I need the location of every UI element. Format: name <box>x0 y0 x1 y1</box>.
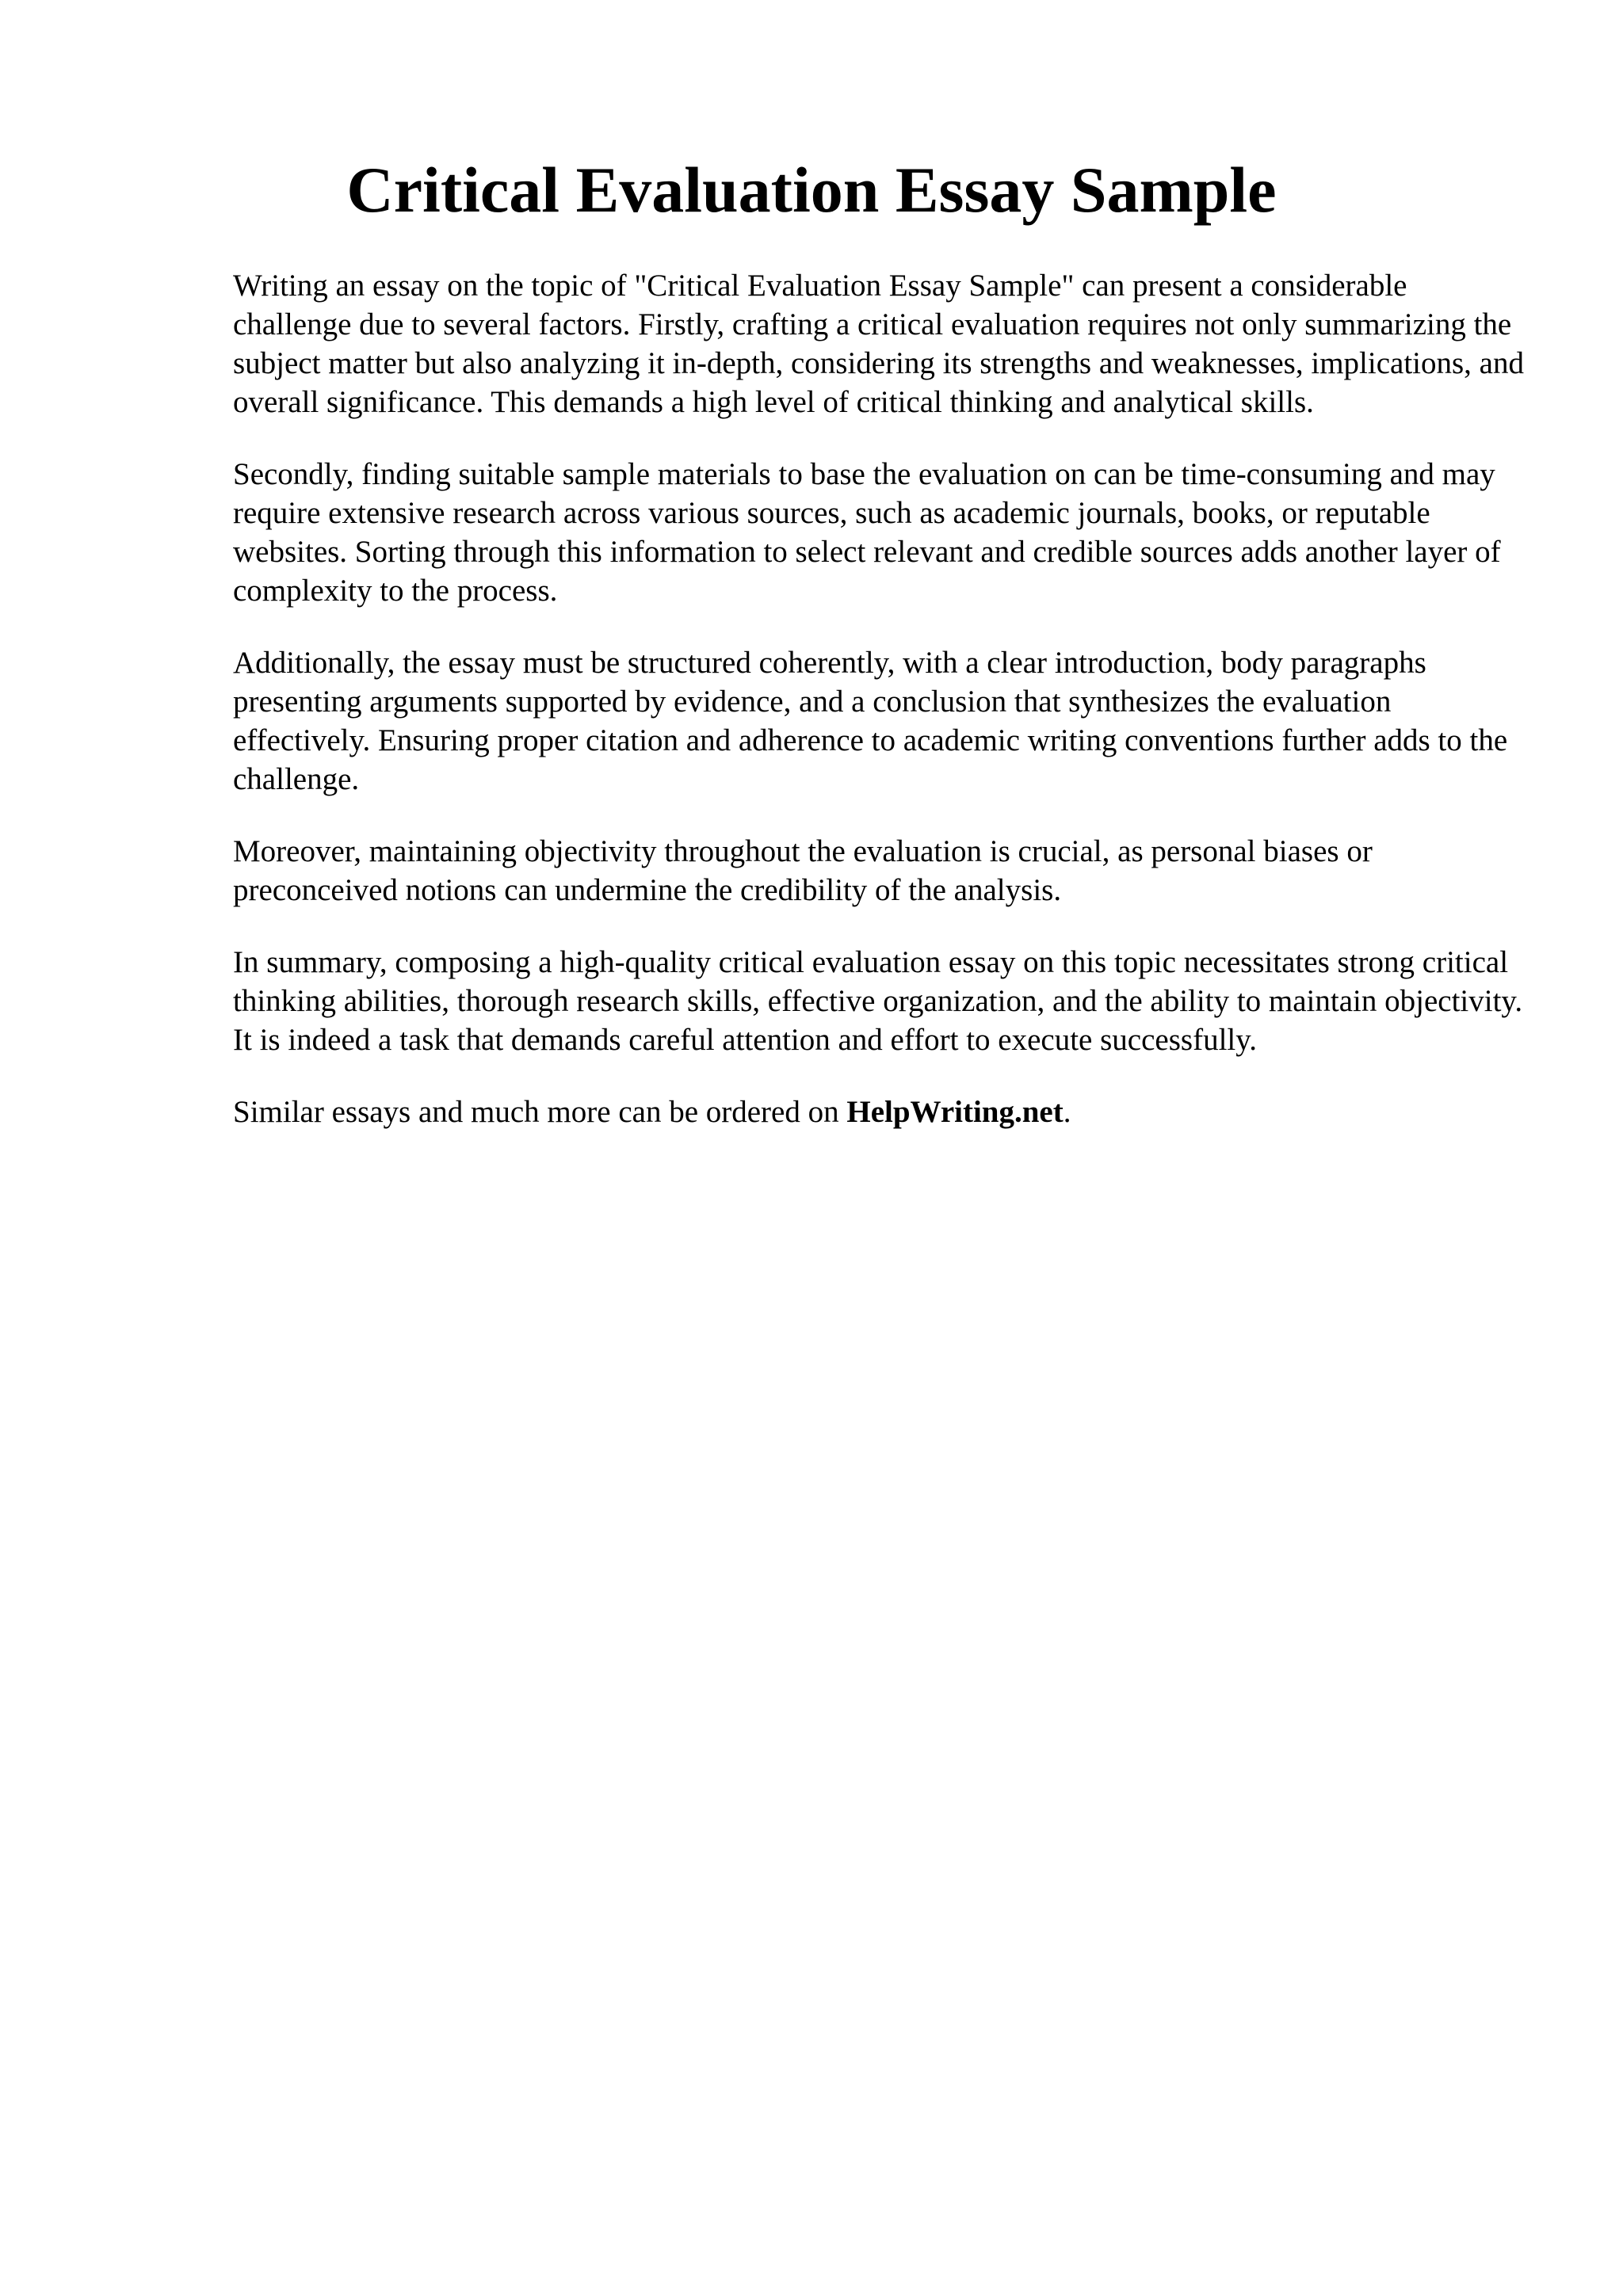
document-body <box>233 266 1533 1165</box>
closing-suffix: . <box>1063 1095 1071 1129</box>
paragraph-research: Secondly, finding suitable sample materials to base the evaluation on can be time-consuming and may require extensive research across various sources, such as academic journals, books, or reputable websites. Sorting through this information to select relevant and credible sources adds another layer of complexity to the process. <box>233 457 1501 608</box>
helpwriting-link[interactable]: HelpWriting.net <box>846 1095 1064 1129</box>
paragraph-summary: In summary, composing a high-quality critical evaluation essay on this topic necessitates strong critical thinking abilities, thorough research skills, effective organization, and the ability to maintain objectivity. It is indeed a task that demands careful attention and effort to execute successfully. <box>233 945 1523 1057</box>
document-title: Critical Evaluation Essay Sample <box>346 154 1277 226</box>
paragraph-structure: Additionally, the essay must be structured coherently, with a clear introduction, body paragraphs presenting arguments supported by evidence, and a conclusion that synthesizes the evaluation effectively. Ensuring proper citation and adherence to academic writing conventions further adds to the challenge. <box>233 646 1508 796</box>
paragraph-intro: Writing an essay on the topic of "Critical Evaluation Essay Sample" can present a considerable challenge due to several factors. Firstly, crafting a critical evaluation requires not only summarizing the subject matter but also analyzing it in-depth, considering its strengths and weaknesses, implications, and overall significance. This demands a high level of critical thinking and analytical skills. <box>233 269 1524 419</box>
paragraph-objectivity: Moreover, maintaining objectivity throughout the evaluation is crucial, as personal biases or preconceived notions can undermine the credibility of the analysis. <box>233 834 1373 907</box>
closing-prefix: Similar essays and much more can be ordered on <box>233 1095 847 1129</box>
closing-line <box>233 1093 1533 1131</box>
